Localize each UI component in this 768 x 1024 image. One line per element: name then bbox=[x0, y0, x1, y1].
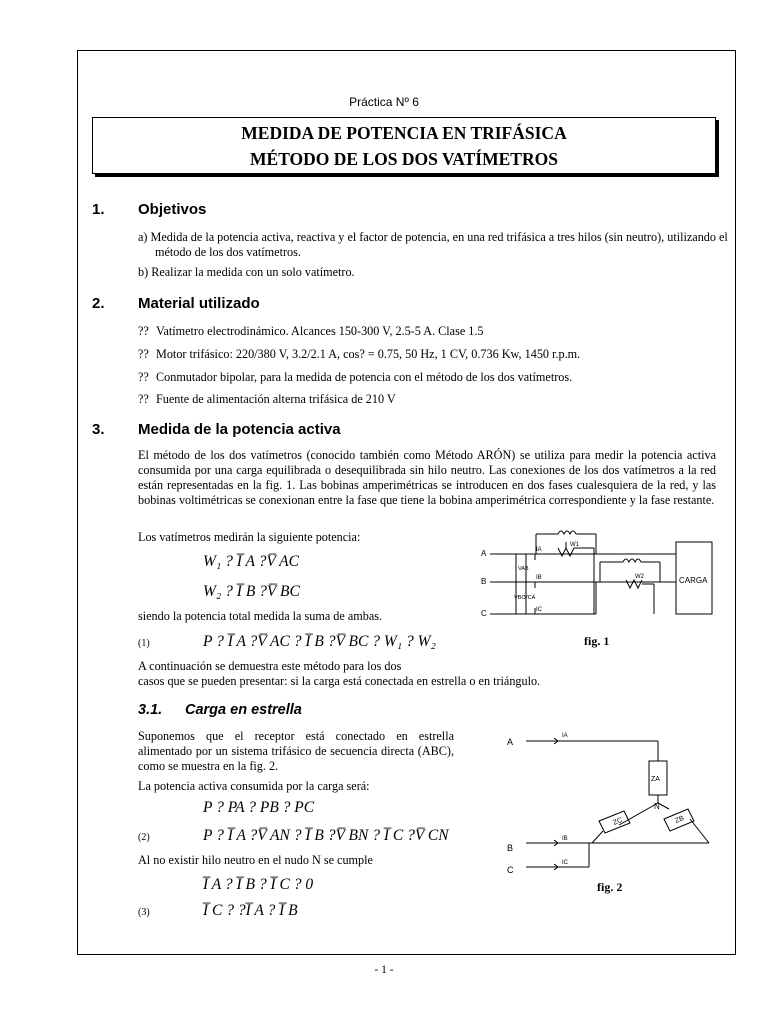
equation-w2: W₂ ? I̅ B ?V̅ BC bbox=[203, 583, 300, 600]
equation-3-number: (3) bbox=[138, 907, 150, 918]
subsection-3-1-title: Carga en estrella bbox=[185, 702, 302, 718]
title-line-2: MÉTODO DE LOS DOS VATÍMETROS bbox=[250, 149, 558, 169]
fig1-phase-a: A bbox=[481, 549, 487, 558]
title-line-1: MEDIDA DE POTENCIA EN TRIFÁSICA bbox=[241, 123, 567, 143]
figure-1-diagram bbox=[478, 522, 718, 622]
fig2-current-c: IC bbox=[562, 860, 568, 866]
fig1-meter-w2: W2 bbox=[635, 574, 644, 580]
fig1-load-label: CARGA bbox=[679, 576, 708, 585]
fig1-meter-w1: W1 bbox=[570, 542, 579, 548]
material-item: Fuente de alimentación alterna trifásica de 210 V bbox=[156, 392, 396, 406]
page-header: Práctica Nº 6 bbox=[349, 95, 419, 109]
section-3-paragraph-4-line-2: casos que se pueden presentar: si la carga está conectada en estrella o en triángulo. bbox=[138, 674, 541, 688]
fig2-impedance-a: ZA bbox=[651, 776, 660, 783]
equation-current-sum: I̅ A ? I̅ B ? I̅ C ? 0 bbox=[203, 876, 314, 893]
equation-2: P ? I̅ A ?V̅ AN ? I̅ B ?V̅ BN ? I̅ C ?V̅ CN bbox=[203, 827, 449, 844]
fig2-impedance-c: ZC bbox=[612, 816, 624, 827]
equation-2-number: (2) bbox=[138, 832, 150, 843]
equation-1-number: (1) bbox=[138, 638, 150, 649]
title-box bbox=[92, 117, 716, 174]
material-item: Conmutador bipolar, para la medida de potencia con el método de los dos vatímetros. bbox=[156, 370, 573, 384]
fig2-phase-b: B bbox=[507, 843, 514, 853]
objective-b: b) Realizar la medida con un solo vatímetro. bbox=[138, 265, 355, 279]
material-bullet: ?? bbox=[138, 392, 149, 406]
section-2-title: Material utilizado bbox=[138, 295, 260, 312]
fig1-voltage-ab: VAB bbox=[518, 566, 529, 572]
fig2-current-a: IA bbox=[562, 733, 568, 739]
fig2-node-n: N bbox=[654, 802, 660, 811]
material-bullet: ?? bbox=[138, 324, 149, 338]
fig2-phase-a: A bbox=[507, 737, 514, 747]
fig1-phase-c: C bbox=[481, 609, 487, 618]
material-item: Motor trifásico: 220/380 V, 3.2/2.1 A, cos? = 0.75, 50 Hz, 1 CV, 0.736 Kw, 1450 r.p.m. bbox=[156, 347, 581, 361]
fig1-voltage-ca: VCA bbox=[524, 595, 536, 601]
fig2-phase-c: C bbox=[507, 865, 514, 875]
subsection-3-1-paragraph-2: La potencia activa consumida por la carga será: bbox=[138, 779, 370, 793]
section-3-title: Medida de la potencia activa bbox=[138, 421, 341, 438]
section-3-paragraph-3: siendo la potencia total medida la suma de ambas. bbox=[138, 609, 383, 623]
section-1-number: 1. bbox=[92, 201, 105, 218]
section-3-paragraph-1: El método de los dos vatímetros (conocido también como Método ARÓN) se utiliza para medir la potencia activa consumida por una carga equilibrada o desequilibrada sin hilo neutro. Las conexiones de los dos vatímetros a la red están representadas en la fig. 1. Las bobinas amperimétricas se introducen en dos fases cualesquiera de la red, y las bobinas voltimétricas se conexionan entre la fase que tiene la bobina amperimétrica correspondiente y la fase restante. bbox=[138, 448, 716, 507]
fig1-current-b: IB bbox=[536, 575, 542, 581]
fig1-phase-b: B bbox=[481, 577, 487, 586]
fig1-voltage-bc: VBC bbox=[514, 595, 526, 601]
section-1-title: Objetivos bbox=[138, 201, 207, 218]
equation-w1: W₁ ? I̅ A ?V̅ AC bbox=[203, 553, 299, 570]
fig2-impedance-b: ZB bbox=[674, 815, 686, 825]
figure-2-diagram bbox=[504, 723, 724, 878]
subsection-3-1-paragraph-3: Al no existir hilo neutro en el nudo N se cumple bbox=[138, 853, 373, 867]
section-3-paragraph-4-line-1: A continuación se demuestra este método para los dos bbox=[138, 659, 402, 673]
figure-1-caption: fig. 1 bbox=[584, 634, 610, 648]
objective-a: a) Medida de la potencia activa, reactiva y el factor de potencia, en una red trifásica a tres hilos (sin neutro), utilizando el método de los dos vatímetros. bbox=[138, 230, 728, 259]
section-2-number: 2. bbox=[92, 295, 105, 312]
subsection-3-1-number: 3.1. bbox=[138, 702, 163, 718]
material-bullet: ?? bbox=[138, 370, 149, 384]
material-item: Vatímetro electrodinámico. Alcances 150-300 V, 2.5-5 A. Clase 1.5 bbox=[156, 324, 484, 338]
fig2-current-b: IB bbox=[562, 836, 568, 842]
page-footer: - 1 - bbox=[374, 964, 394, 976]
material-bullet: ?? bbox=[138, 347, 149, 361]
section-3-paragraph-2: Los vatímetros medirán la siguiente potencia: bbox=[138, 530, 361, 544]
section-3-number: 3. bbox=[92, 421, 105, 438]
equation-1: P ? I̅ A ?V̅ AC ? I̅ B ?V̅ BC ? W₁ ? W₂ bbox=[203, 633, 436, 650]
equation-p-sum: P ? PA ? PB ? PC bbox=[203, 799, 315, 816]
subsection-3-1-paragraph-1: Suponemos que el receptor está conectado en estrella alimentado por un sistema trifásico de secuencia directa (ABC), como se muestra en la fig. 2. bbox=[138, 729, 454, 773]
fig1-current-a: IA bbox=[536, 547, 542, 553]
fig1-current-c: IC bbox=[536, 607, 542, 613]
equation-3: I̅ C ? ?I̅ A ? I̅ B bbox=[203, 902, 298, 919]
figure-2-caption: fig. 2 bbox=[597, 880, 623, 894]
